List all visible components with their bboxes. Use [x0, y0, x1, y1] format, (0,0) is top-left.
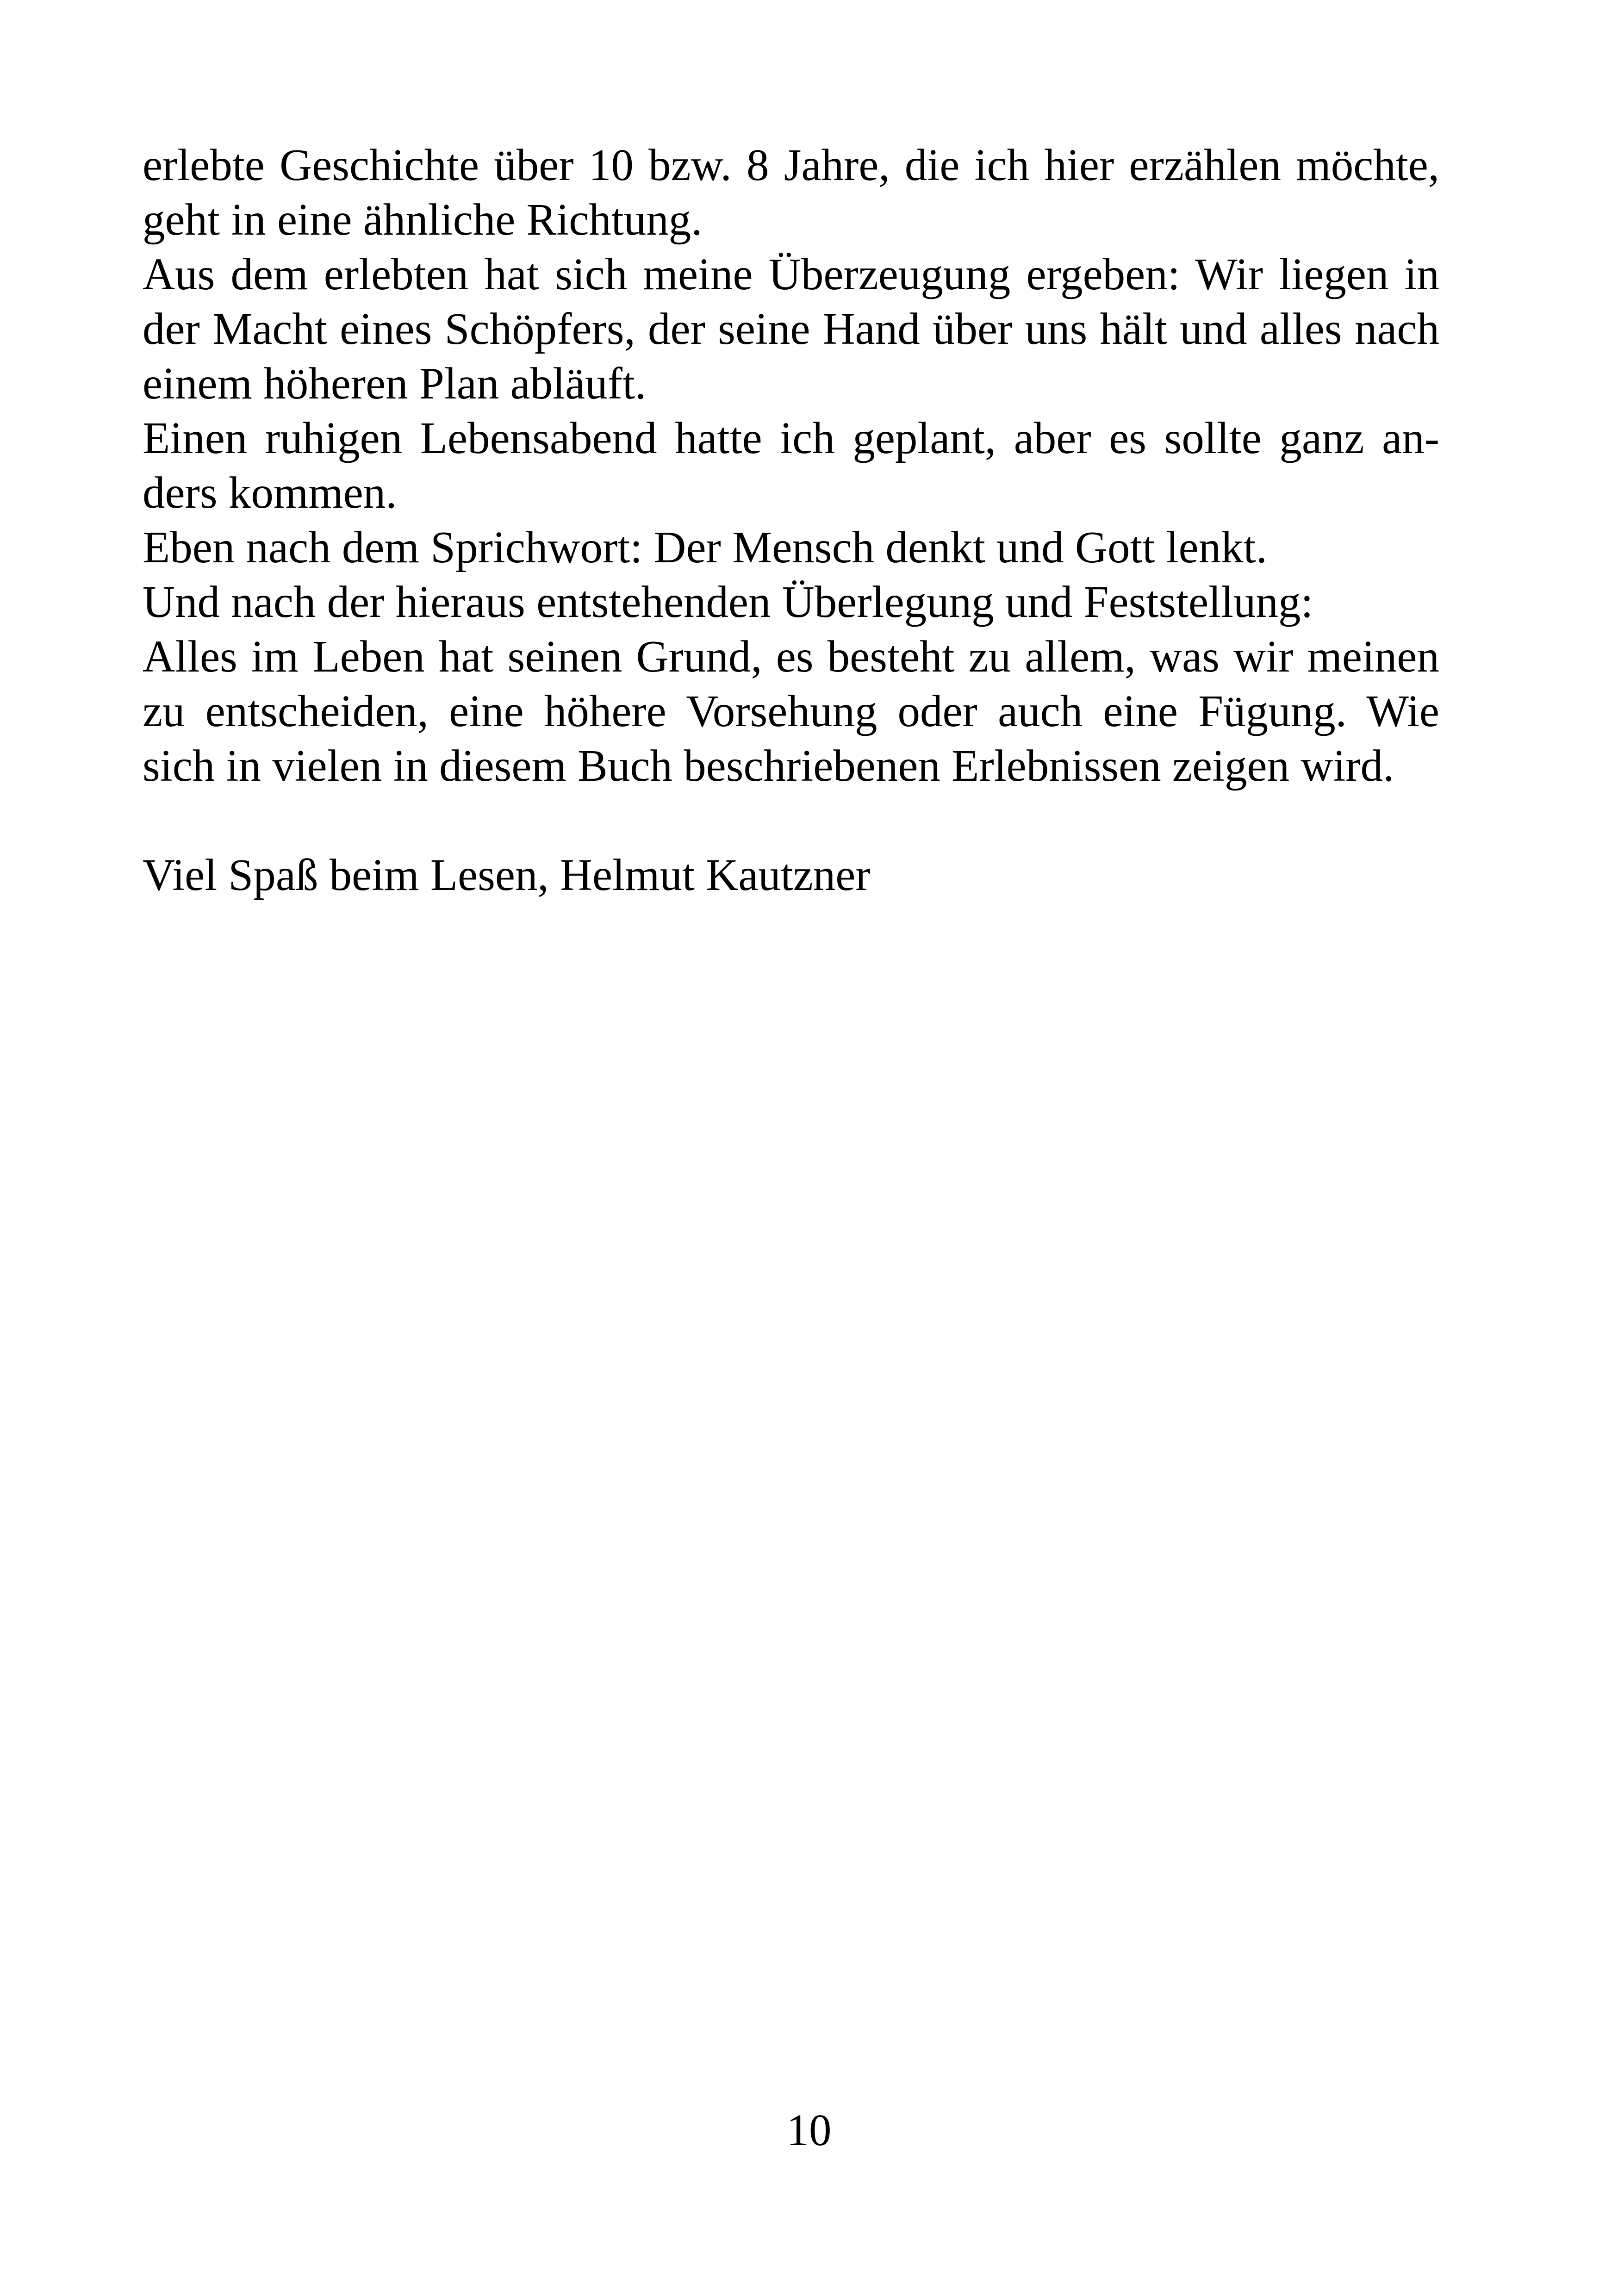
text-line: zu entscheiden, eine höhere Vorsehung oder auch eine Fügung. Wie [143, 686, 1439, 736]
text-line: sich in vielen in diesem Buch beschriebenen Erlebnissen zeigen wird. [143, 741, 1394, 790]
page-number: 10 [786, 2105, 832, 2155]
text-line: Alles im Leben hat seinen Grund, es besteht zu allem, was wir meinen [143, 632, 1439, 681]
text-line: der Macht eines Schöpfers, der seine Hand über uns hält und alles nach [143, 304, 1439, 354]
paragraph-gap [143, 793, 1439, 848]
signoff-line: Viel Spaß beim Lesen, Helmut Kautzner [143, 850, 871, 900]
text-line: erlebte Geschichte über 10 bzw. 8 Jahre, die ich hier erzählen möchte, [143, 140, 1439, 190]
text-line: Eben nach dem Sprichwort: Der Mensch denkt und Gott lenkt. [143, 523, 1267, 572]
text-line: Einen ruhigen Lebensabend hatte ich geplant, aber es sollte ganz an- [143, 413, 1439, 463]
body-text [143, 138, 1439, 902]
text-line: geht in eine ähnliche Richtung. [143, 195, 703, 244]
text-line: Aus dem erlebten hat sich meine Überzeugung ergeben: Wir liegen in [143, 249, 1439, 299]
text-line: einem höheren Plan abläuft. [143, 359, 647, 408]
text-line: ders kommen. [143, 468, 397, 517]
text-line: Und nach der hieraus entstehenden Überlegung und Feststellung: [143, 577, 1313, 627]
